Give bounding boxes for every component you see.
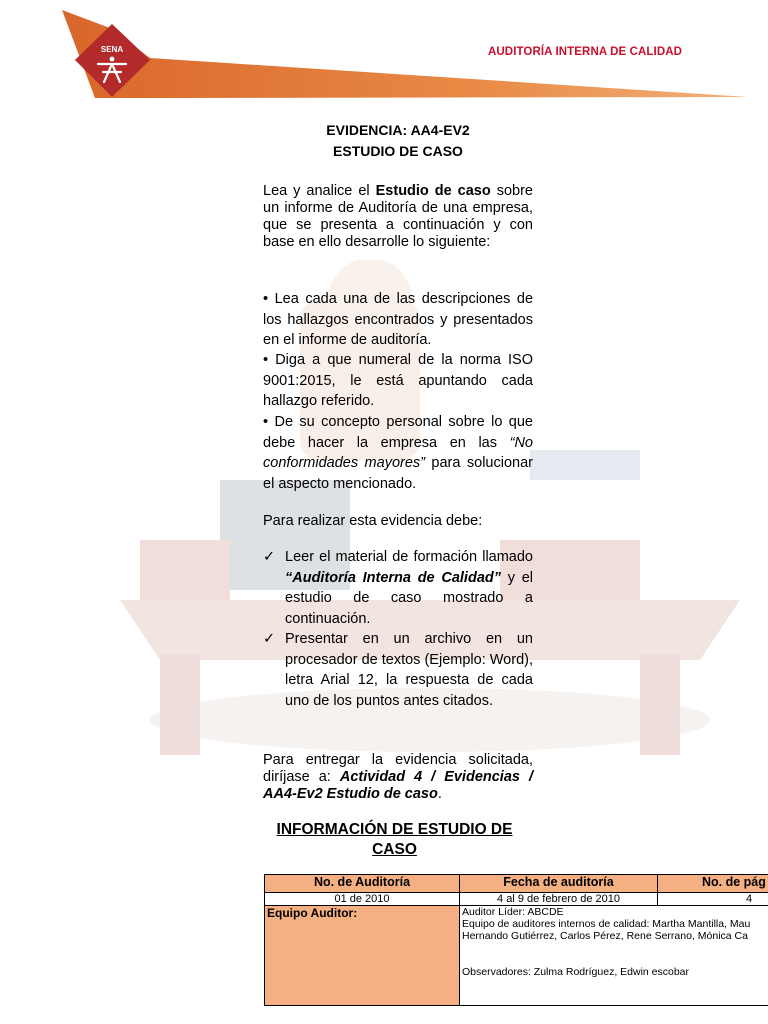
team-label-cell: Equipo Auditor: bbox=[265, 906, 460, 1006]
bullet-icon: • bbox=[263, 291, 275, 307]
check-item-2 bbox=[263, 629, 533, 711]
delivery-paragraph bbox=[263, 752, 533, 803]
delivery-path: Actividad 4 / Evidencias / AA4-Ev2 Estudio de caso bbox=[263, 769, 533, 802]
bullet-text-post: para solucionar el aspecto mencionado. bbox=[263, 455, 533, 492]
section-title bbox=[262, 820, 527, 860]
delivery-text-pre: Para entregar la evidencia solicitada, diríjase a: bbox=[263, 752, 533, 785]
evidence-subtitle: ESTUDIO DE CASO bbox=[333, 143, 463, 159]
bullet-text-pre: De su concepto personal sobre lo que debe hacer la empresa en las bbox=[263, 414, 533, 451]
intro-text-bold: Estudio de caso bbox=[375, 183, 491, 199]
table-cell: 01 de 2010 bbox=[265, 893, 460, 906]
check-item-1 bbox=[263, 547, 533, 629]
team-line: Hernando Gutiérrez, Carlos Pérez, Rene Serrano, Mónica Ca bbox=[462, 930, 748, 942]
bullet-icon: • bbox=[263, 352, 276, 368]
intro-text-pre: Lea y analice el bbox=[263, 183, 376, 199]
check-icon: ✓ bbox=[263, 549, 276, 565]
bullet-item-3 bbox=[263, 412, 533, 494]
check-text-pre: Leer el material de formación llamado bbox=[285, 549, 533, 565]
intro-text-post: sobre un informe de Auditoría de una empresa, que se presenta a continuación y con base en ello desarrolle lo siguiente: bbox=[263, 183, 533, 250]
bullet-item-1 bbox=[263, 289, 533, 351]
column-header: Fecha de auditoría bbox=[460, 875, 658, 893]
team-line-blank bbox=[462, 954, 768, 966]
bullet-text: Lea cada una de las descripciones de los hallazgos encontrados y presentados en el informe de auditoría. bbox=[263, 291, 534, 348]
evidence-instructions: Para realizar esta evidencia debe: bbox=[263, 513, 483, 529]
check-icon: ✓ bbox=[263, 631, 276, 647]
bullet-text-italic: “No conformidades mayores” bbox=[263, 434, 533, 471]
table-cell: 4 bbox=[658, 893, 768, 906]
check-text-emphasis: “Auditoría Interna de Calidad” bbox=[285, 569, 501, 586]
audit-info-table bbox=[264, 874, 768, 1006]
team-line: Auditor Líder: ABCDE bbox=[462, 906, 564, 918]
delivery-text-post: . bbox=[437, 786, 442, 802]
section-title-line2: CASO bbox=[372, 841, 417, 858]
table-row bbox=[265, 893, 768, 906]
column-header: No. de Auditoría bbox=[265, 875, 460, 893]
header-title: AUDITORÍA INTERNA DE CALIDAD bbox=[488, 46, 683, 58]
check-text-post: y el estudio de caso mostrado a continuación. bbox=[285, 569, 534, 627]
bullet-icon: • bbox=[263, 414, 275, 430]
section-title-line1: INFORMACIÓN DE ESTUDIO DE bbox=[276, 821, 513, 838]
check-text: Presentar en un archivo en un procesador de textos (Ejemplo: Word), letra Arial 12, la respuesta de cada uno de los puntos antes citados. bbox=[285, 631, 533, 709]
table-header-row bbox=[265, 875, 768, 893]
logo-text: SENA bbox=[100, 45, 124, 54]
team-line: Observadores: Zulma Rodríguez, Edwin escobar bbox=[462, 966, 690, 978]
team-detail-cell bbox=[460, 906, 768, 1006]
evidence-title: EVIDENCIA: AA4-EV2 bbox=[326, 122, 470, 138]
intro-paragraph bbox=[263, 183, 533, 251]
team-line-blank bbox=[462, 942, 768, 954]
table-row bbox=[265, 906, 768, 1006]
bullet-text: Diga a que numeral de la norma ISO 9001:2015, le está apuntando cada hallazgo referido. bbox=[263, 352, 534, 409]
team-line: Equipo de auditores internos de calidad: Martha Mantilla, Mau bbox=[462, 918, 751, 930]
table-cell: 4 al 9 de febrero de 2010 bbox=[460, 893, 658, 906]
column-header: No. de pág bbox=[658, 875, 768, 893]
bullet-item-2 bbox=[263, 350, 533, 412]
